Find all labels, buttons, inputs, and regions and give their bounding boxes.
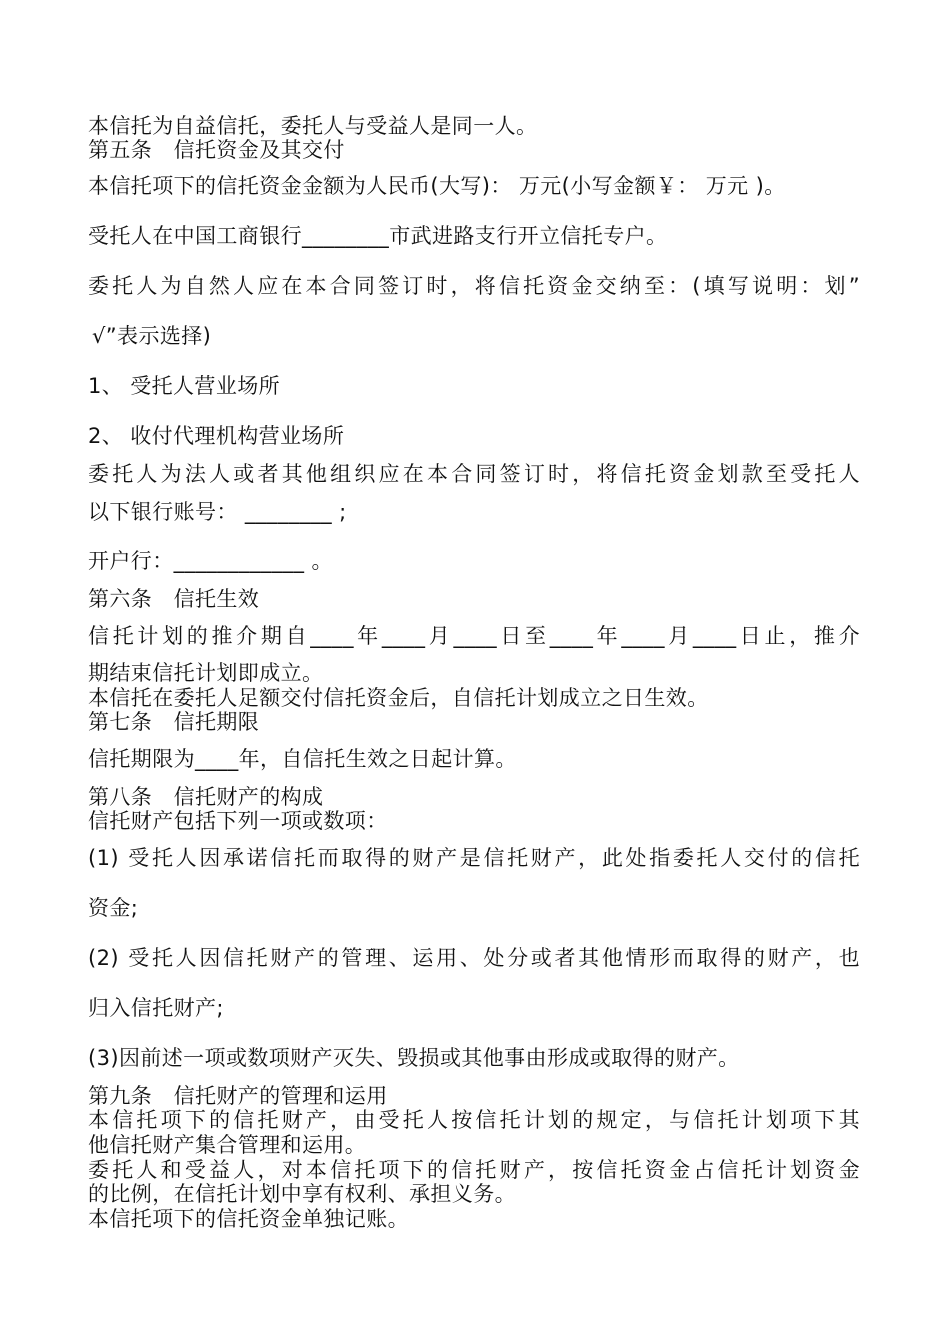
text-line: 开户行：____________ 。 [88, 549, 333, 573]
list-item: 2、 收付代理机构营业场所 [88, 424, 345, 448]
text-line: 归入信托财产; [88, 996, 224, 1020]
text-line: 的比例，在信托计划中享有权利、承担义务。 [88, 1182, 516, 1206]
section-heading: 第七条 信托期限 [88, 710, 260, 734]
text-line: 本信托为自益信托，委托人与受益人是同一人。 [88, 114, 538, 138]
text-line: 本信托项下的信托资金金额为人民币(大写)： 万元(小写金额￥： 万元 )。 [88, 174, 786, 198]
text-line: 他信托财产集合管理和运用。 [88, 1133, 367, 1157]
text-line: 信托计划的推介期自____年____月____日至____年____月____日止，推介 [88, 624, 860, 648]
section-heading: 第五条 信托资金及其交付 [88, 138, 345, 162]
list-item: (1) 受托人因承诺信托而取得的财产是信托财产，此处指委托人交付的信托 [88, 846, 860, 870]
text-line: 信托期限为____年，自信托生效之日起计算。 [88, 747, 517, 771]
text-line: 受托人在中国工商银行________市武进路支行开立信托专户。 [88, 224, 668, 248]
text-line: 本信托项下的信托财产，由受托人按信托计划的规定，与信托计划项下其 [88, 1108, 860, 1132]
text-line: √”表示选择) [92, 324, 212, 348]
text-line: 本信托项下的信托资金单独记账。 [88, 1207, 409, 1231]
text-line: 信托财产包括下列一项或数项： [88, 809, 388, 833]
text-line: 委托人和受益人，对本信托项下的信托财产，按信托资金占信托计划资金 [88, 1158, 860, 1182]
section-heading: 第九条 信托财产的管理和运用 [88, 1084, 388, 1108]
list-item: 1、 受托人营业场所 [88, 374, 281, 398]
text-line: 以下银行账号： ________ ; [88, 500, 347, 524]
text-line: 期结束信托计划即成立。 [88, 661, 324, 685]
section-heading: 第八条 信托财产的构成 [88, 785, 324, 809]
list-item: (3)因前述一项或数项财产灭失、毁损或其他事由形成或取得的财产。 [88, 1046, 740, 1070]
text-line: 委托人为自然人应在本合同签订时，将信托资金交纳至：(填写说明：划” [88, 274, 860, 298]
text-line: 委托人为法人或者其他组织应在本合同签订时，将信托资金划款至受托人 [88, 462, 860, 486]
section-heading: 第六条 信托生效 [88, 587, 260, 611]
text-line: 资金; [88, 896, 139, 920]
text-line: 本信托在委托人足额交付信托资金后，自信托计划成立之日生效。 [88, 686, 709, 710]
list-item: (2) 受托人因信托财产的管理、运用、处分或者其他情形而取得的财产，也 [88, 946, 860, 970]
